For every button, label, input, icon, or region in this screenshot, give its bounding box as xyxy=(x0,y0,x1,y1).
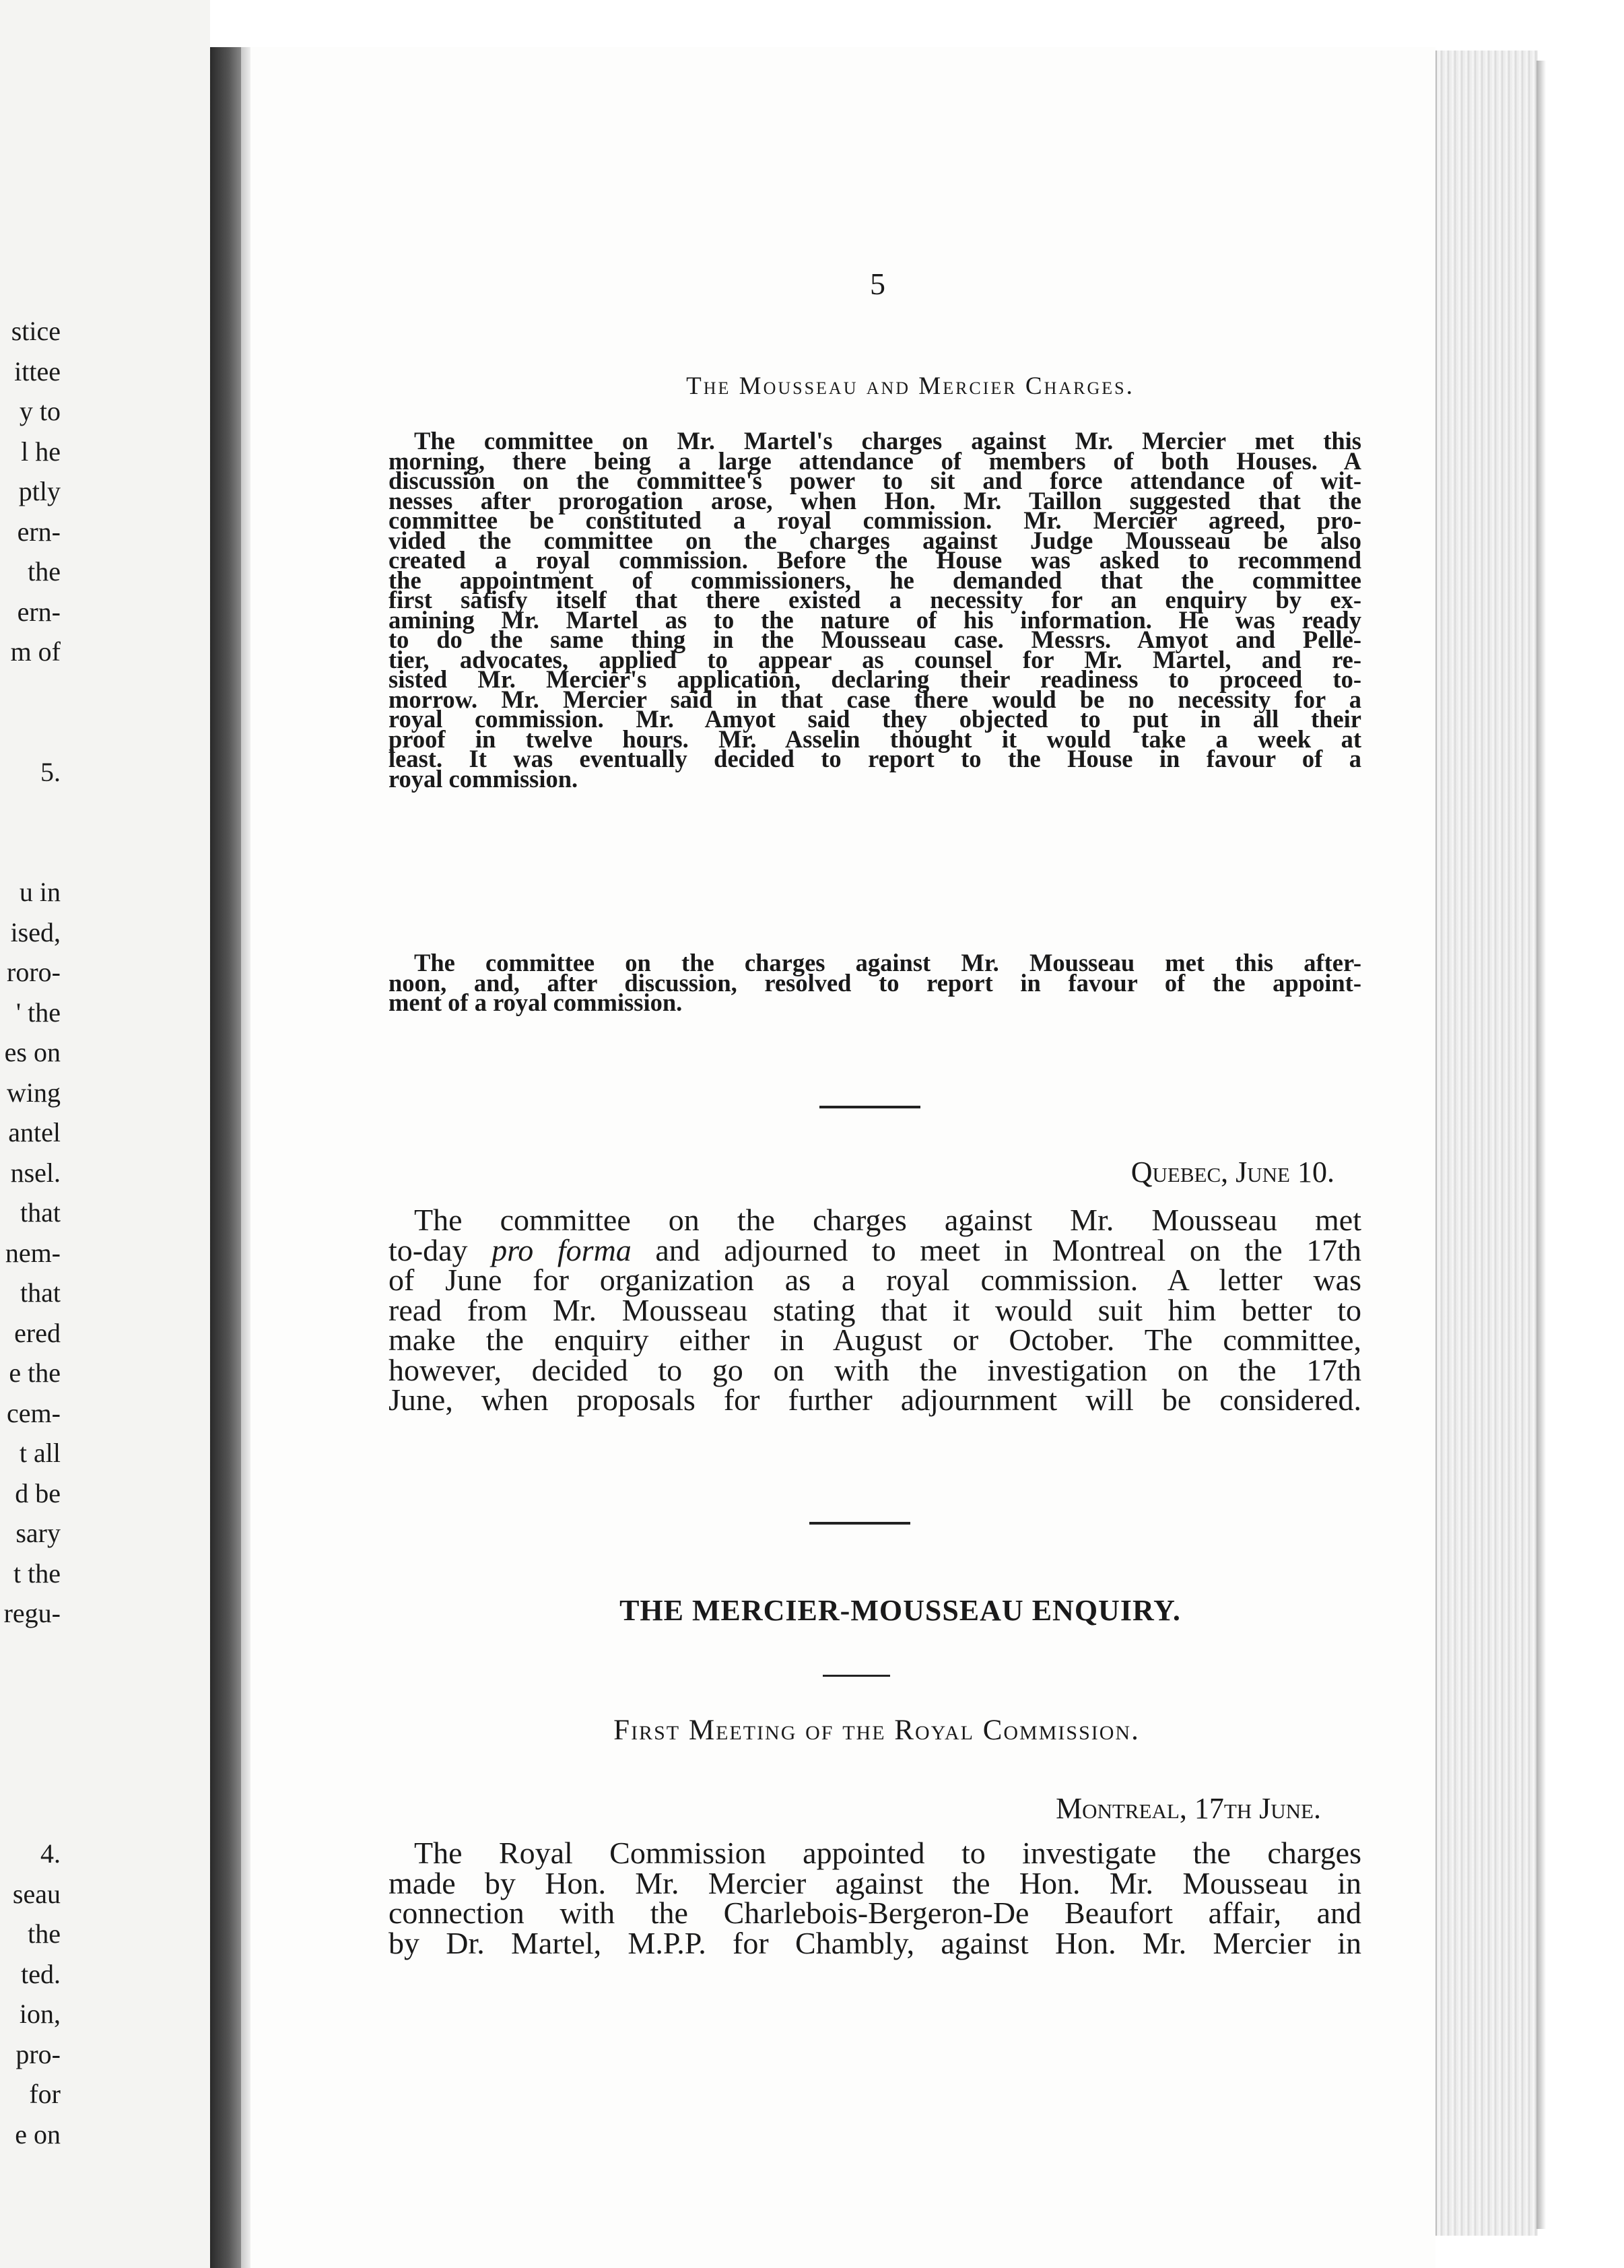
paragraph-1 xyxy=(388,427,1361,946)
left-page-line: that xyxy=(20,1277,61,1308)
left-page-line xyxy=(0,1754,61,1794)
page-edges-shadow xyxy=(1536,61,1546,2229)
left-page-line xyxy=(0,1714,61,1754)
left-page-line: e the xyxy=(9,1358,61,1388)
left-page-line: m of xyxy=(10,636,61,667)
text-line: ment of a royal commission. xyxy=(388,989,683,1016)
left-page-line: ern- xyxy=(17,596,61,627)
text-line: to do the same thing in the Mousseau case. Messrs. Amyot and Pelle- xyxy=(388,626,1361,653)
left-page-line: roro- xyxy=(7,957,61,987)
left-page-line: ted. xyxy=(21,1958,61,1989)
left-page-line: ern- xyxy=(17,516,61,547)
book-gutter-shadow xyxy=(210,47,241,2268)
text-line: first satisfy itself that there existed a necessity for an enquiry by ex- xyxy=(388,586,1361,613)
left-page-line: nem- xyxy=(5,1237,61,1268)
left-page-line xyxy=(0,792,61,832)
text-line: The committee on the charges against Mr. Mousseau met this after- xyxy=(414,949,1361,976)
text-line: vided the committee on the charges against Judge Mousseau be also xyxy=(388,526,1361,554)
left-page-line: regu- xyxy=(3,1598,61,1628)
left-page-line: d be xyxy=(15,1477,61,1508)
left-page-line xyxy=(0,1673,61,1714)
text-line: however, decided to go on with the investigation on the 17th xyxy=(388,1352,1361,1387)
text-line: noon, and, after discussion, resolved to report in favour of the appoint- xyxy=(388,968,1361,997)
left-page-line: ered xyxy=(14,1317,61,1348)
left-page-line: y to xyxy=(19,396,61,426)
left-page-line: t all xyxy=(19,1438,61,1468)
left-page-line xyxy=(0,1634,61,1674)
text-line: amining Mr. Martel as to the nature of his information. He was ready xyxy=(388,605,1361,634)
left-page-line: the xyxy=(28,556,61,587)
left-page-line: ittee xyxy=(14,356,61,387)
text-line: discussion on the committee's power to sit and force attendance of wit- xyxy=(388,467,1361,494)
text-line: morning, there being a large attendance of members of both Houses. A xyxy=(388,446,1361,475)
text-line: royal commission. xyxy=(388,764,578,793)
left-page-text xyxy=(0,311,61,2154)
left-page-line: antel xyxy=(8,1117,61,1147)
left-page-line: ' the xyxy=(15,997,61,1028)
left-page-line: the xyxy=(28,1919,61,1949)
document-page xyxy=(250,47,1435,2268)
separator-rule xyxy=(809,1522,910,1525)
left-page-line xyxy=(0,832,61,873)
text-line: June, when proposals for further adjournment will be considered. xyxy=(388,1382,1361,1417)
paragraph-4 xyxy=(388,1838,1361,1993)
separator-rule xyxy=(819,1106,920,1108)
left-page-line: nsel. xyxy=(10,1157,61,1188)
text-line: nesses after prorogation arose, when Hon. Mr. Taillon suggested that the xyxy=(388,486,1361,514)
text-line: committee be constituted a royal commission. Mr. Mercier agreed, pro- xyxy=(388,506,1361,534)
text-line: tier, advocates, applied to appear as counsel for Mr. Martel, and re- xyxy=(388,645,1361,673)
section-title: The Mousseau and Mercier Charges. xyxy=(686,372,1135,400)
left-page-line: t the xyxy=(13,1558,61,1589)
paragraph-3 xyxy=(388,1205,1361,1475)
left-page-line xyxy=(0,712,61,752)
italic-phrase: pro forma xyxy=(492,1232,632,1267)
text-line: by Dr. Martel, M.P.P. for Chambly, against Hon. Mr. Mercier in xyxy=(388,1925,1361,1960)
left-page-line: for xyxy=(29,2079,61,2109)
left-page-line: stice xyxy=(11,316,61,346)
text-line: The committee on the charges against Mr. Mousseau met xyxy=(414,1203,1361,1237)
text-line: morrow. Mr. Mercier said in that case there would be no necessity for a xyxy=(388,685,1361,713)
left-page-line: ptly xyxy=(18,476,61,506)
text-line: The Royal Commission appointed to investigate the charges xyxy=(414,1836,1361,1870)
left-page-line: cem- xyxy=(7,1397,61,1428)
text-line: the appointment of commissioners, he demanded that the committee xyxy=(388,566,1361,594)
text-line: sisted Mr. Mercier's application, declaring their readiness to proceed to- xyxy=(388,665,1361,693)
dateline-quebec: Quebec, June 10. xyxy=(1130,1156,1334,1189)
paragraph-2 xyxy=(388,949,1361,1030)
page-number: 5 xyxy=(870,267,885,301)
left-page-line: seau xyxy=(12,1878,61,1909)
text-line: made by Hon. Mr. Mercier against the Hon. Mr. Mousseau in xyxy=(388,1865,1361,1900)
left-page-line: wing xyxy=(7,1077,61,1108)
left-page-line: that xyxy=(20,1197,61,1228)
text-line: proof in twelve hours. Mr. Asselin thought it would take a week at xyxy=(388,725,1361,753)
text-line: of June for organization as a royal commission. A letter was xyxy=(388,1263,1361,1297)
text-line: make the enquiry either in August or October. The committee, xyxy=(388,1323,1361,1357)
left-page-line: pro- xyxy=(15,2038,61,2069)
left-page-line: l he xyxy=(21,436,61,467)
book-gutter-highlight xyxy=(241,47,250,2268)
text-line: to-day pro forma and adjourned to meet in Montreal on the 17th xyxy=(388,1232,1361,1267)
left-page-line: u in xyxy=(19,877,61,907)
article-heading: THE MERCIER-MOUSSEAU ENQUIRY. xyxy=(619,1594,1181,1627)
left-page-line: ion, xyxy=(19,1999,61,2029)
left-page-line xyxy=(0,672,61,712)
dateline-montreal: Montreal, 17th June. xyxy=(1056,1792,1321,1825)
separator-rule xyxy=(823,1675,890,1677)
text-line: The committee on Mr. Martel's charges against Mr. Mercier met this xyxy=(414,427,1361,455)
left-page-line: es on xyxy=(4,1037,61,1067)
left-page-line: 5. xyxy=(40,756,61,787)
left-facing-page xyxy=(0,0,210,2268)
text-line: least. It was eventually decided to report to the House in favour of a xyxy=(388,745,1361,772)
left-page-line: 4. xyxy=(40,1838,61,1869)
left-page-line: e on xyxy=(15,2119,61,2149)
article-subheading: First Meeting of the Royal Commission. xyxy=(613,1714,1140,1746)
left-page-line: ised, xyxy=(10,916,61,947)
text-line: created a royal commission. Before the House was asked to recommend xyxy=(388,546,1361,574)
text-line: royal commission. Mr. Amyot said they objected to put in all their xyxy=(388,705,1361,733)
left-page-line: sary xyxy=(15,1518,61,1548)
page-edges xyxy=(1435,51,1538,2236)
text-line: connection with the Charlebois-Bergeron-De Beaufort affair, and xyxy=(388,1896,1361,1930)
left-page-line xyxy=(0,1794,61,1834)
text-line: read from Mr. Mousseau stating that it would suit him better to xyxy=(388,1292,1361,1327)
